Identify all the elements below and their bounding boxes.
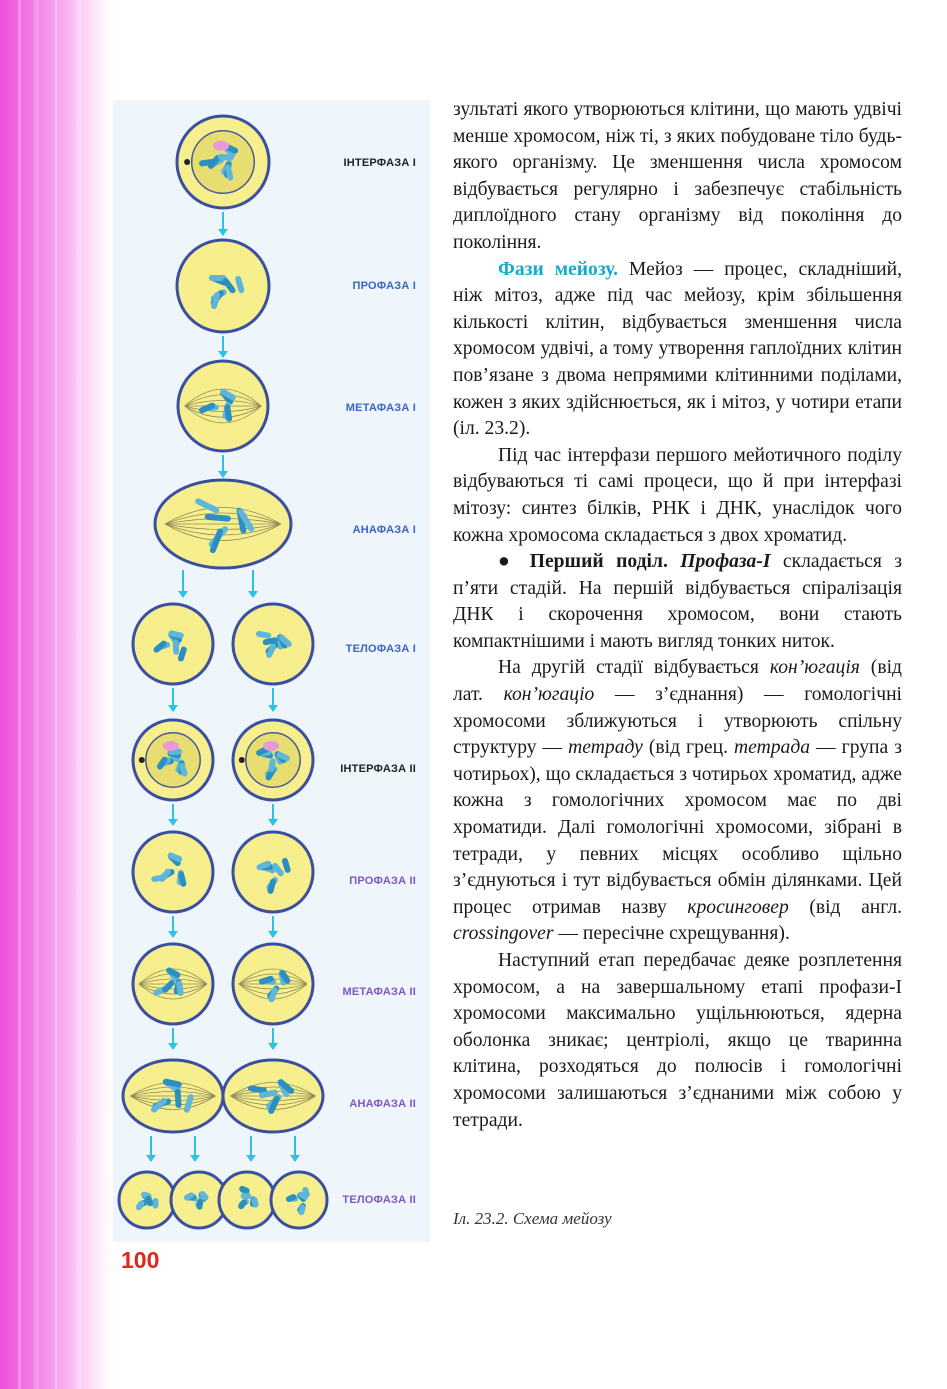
phase-label-interphase-2: ІНТЕРФАЗА ІІ bbox=[340, 763, 416, 775]
body-text bbox=[453, 97, 902, 1134]
paragraph-3: Під час інтерфази першого мейотичного поділу відбуваються ті самі процеси, що й при інтерфазі мітозу: синтез білків, РНК і ДНК, унаслідок чого кожна хромосома складається з двох хроматид. bbox=[453, 444, 902, 546]
phase-label-prophase-2: ПРОФАЗА ІІ bbox=[349, 875, 416, 887]
paragraph-1: зультаті якого утворюються клітини, що мають удвічі менше хромосом, ніж ті, з яких побудоване тіло будь-якого організму. Це зменшення числа хромосом відбувається регулярно і забезпечує стабільність диплоїдного стану організму від покоління до покоління. bbox=[453, 99, 902, 253]
phase-label-metaphase-2: МЕТАФАЗА ІІ bbox=[342, 986, 416, 998]
nucleolus bbox=[163, 741, 179, 751]
arrow-head bbox=[218, 351, 228, 358]
cell bbox=[271, 1172, 327, 1228]
arrow-head bbox=[268, 819, 278, 826]
page-number: 100 bbox=[121, 1247, 160, 1273]
paragraph-5: На другій стадії відбувається кон’югація (від лат. кон’югаціо — з’єднання) — гомологічні хромосоми зближуються і утворюють спільну структуру — тетраду (від грец. тетрада — група з чотирьох), що складається з чотирьох хроматид, адже кожна з гомологічних хромосом має по дві хроматиди. Далі гомологічні хромосоми, зібрані в тетради, у певних місцях особливо щільно з’єднуються і тут відбувається обмін ділянками. Цей процес отримав назву кросинговер (від англ. crossingover — пересічне схрещування). bbox=[453, 657, 903, 945]
meiosis-diagram-drawing bbox=[113, 100, 430, 1242]
section-heading: Фази мейозу. bbox=[498, 258, 619, 280]
phase-label-telophase-2: ТЕЛОФАЗА ІІ bbox=[342, 1194, 416, 1206]
arrow-head bbox=[168, 819, 178, 826]
arrow-head bbox=[168, 1043, 178, 1050]
chromosome bbox=[241, 1193, 252, 1199]
phase-label-telophase-1: ТЕЛОФАЗА І bbox=[345, 643, 416, 655]
phase-label-metaphase-1: МЕТАФАЗА І bbox=[345, 402, 416, 414]
arrow-head bbox=[146, 1155, 156, 1162]
arrow-head bbox=[268, 931, 278, 938]
arrow-head bbox=[178, 591, 188, 598]
figure-caption: Іл. 23.2. Схема мейозу bbox=[453, 1209, 612, 1228]
centriole bbox=[184, 159, 190, 165]
paragraph-6: Наступний етап передбачає деяке розплетення хромосом, а на завершальному етапі профази-І хромосоми максимально ущільнюються, ядерна оболонка зникає; центріолі, якщо це тваринна клітина, розходяться до полюсів і гомологічні хромосоми залишаються з’єднаними між собою у тетради. bbox=[453, 950, 902, 1131]
decorative-side-band bbox=[0, 0, 112, 1389]
arrow-head bbox=[268, 1043, 278, 1050]
chromosome bbox=[152, 1198, 158, 1209]
nucleolus bbox=[263, 741, 279, 751]
phase-label-interphase-1: ІНТЕРФАЗА І bbox=[343, 157, 416, 169]
arrow-head bbox=[218, 229, 228, 236]
meiosis-diagram bbox=[113, 100, 430, 1242]
centriole bbox=[139, 757, 145, 763]
arrow-head bbox=[290, 1155, 300, 1162]
arrow-head bbox=[246, 1155, 256, 1162]
chromosome bbox=[218, 154, 234, 161]
phase-label-anaphase-2: АНАФАЗА ІІ bbox=[349, 1098, 416, 1110]
cell bbox=[177, 240, 269, 332]
arrow-head bbox=[218, 471, 228, 478]
chromosome bbox=[172, 639, 179, 655]
paragraph-2: Фази мейозу. Мейоз — процес, складніший, ніж мітоз, адже під час мейозу, крім збільшення кількості клітин, відбувається зменшення числа хромосом удвічі, а тому утворення гаплоїдних клітин пов’язане з двома непрямими клітинними поділами, кожен з яких здійснюється, як і мітоз, у чотири етапи (іл. 23.2). bbox=[453, 258, 902, 440]
arrow-head bbox=[168, 705, 178, 712]
arrow-head bbox=[268, 705, 278, 712]
centriole bbox=[239, 757, 245, 763]
arrow-head bbox=[248, 591, 258, 598]
arrow-head bbox=[168, 931, 178, 938]
phase-label-prophase-1: ПРОФАЗА І bbox=[352, 280, 416, 292]
phase-label-anaphase-1: АНАФАЗА І bbox=[352, 524, 416, 536]
arrow-head bbox=[190, 1155, 200, 1162]
nucleolus bbox=[213, 141, 229, 151]
paragraph-4: ● Перший поділ. Профаза-І складається з п’яти стадій. На першій відбувається спіралізація ДНК і скорочення хромосом, вони стають компактнішими і мають вигляд тонких ниток. bbox=[453, 551, 902, 652]
